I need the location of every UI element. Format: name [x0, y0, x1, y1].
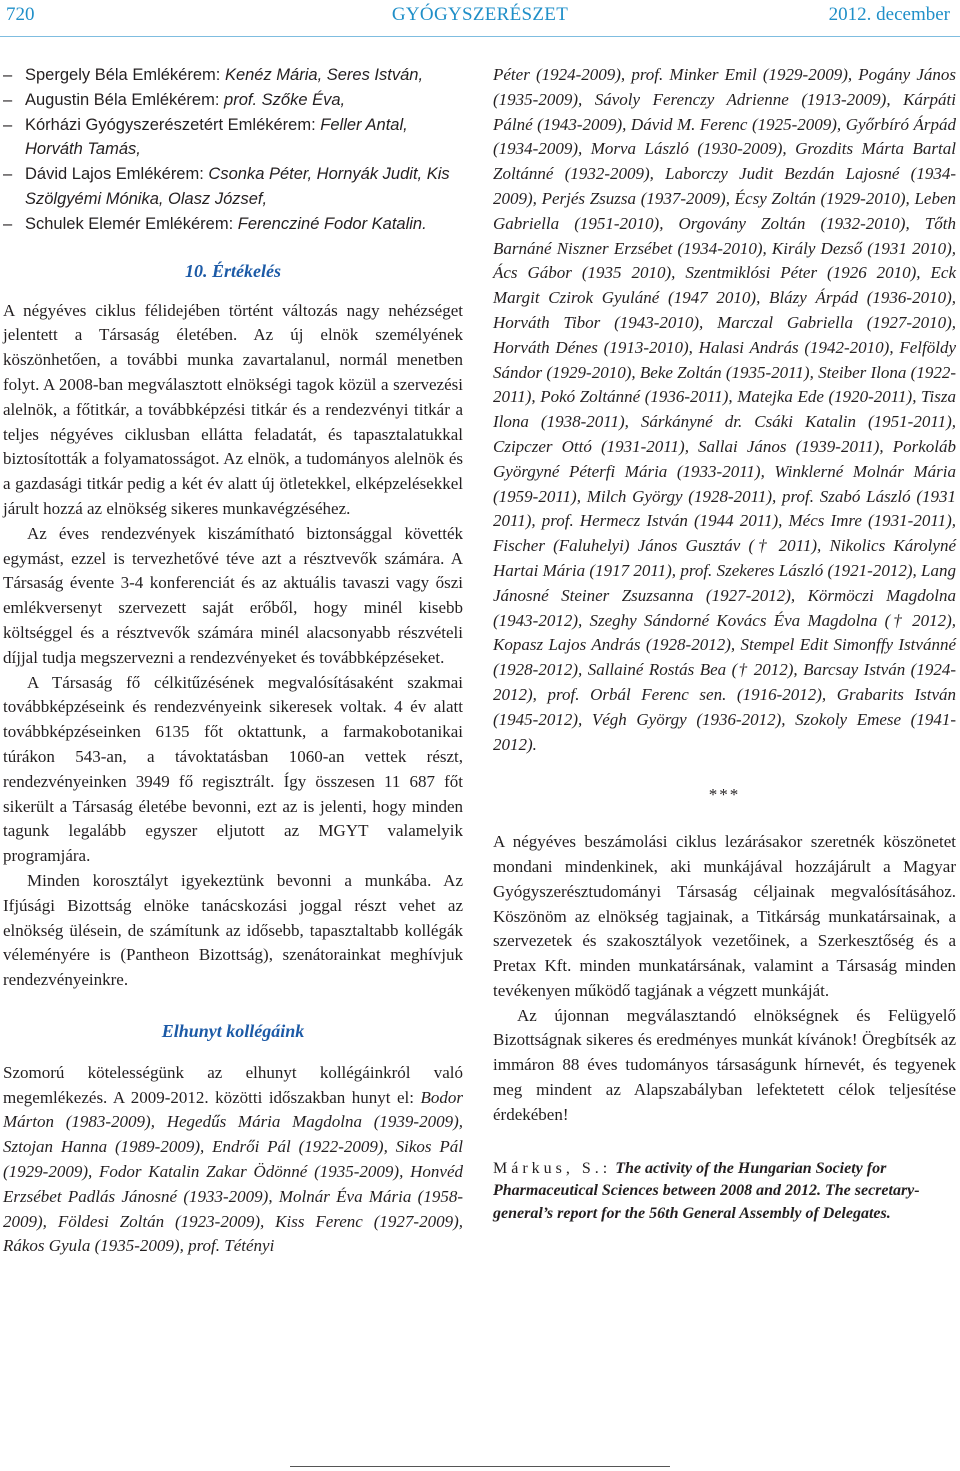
- award-item: – Spergely Béla Emlékérem: Kenéz Mária, Seres István,: [3, 63, 463, 88]
- left-column: [3, 63, 463, 1259]
- obituary-continued: Péter (1924-2009), prof. Minker Emil (1929-2009), Pogány János (1935-2009), Sávoly Ferenczy Adrienne (1913-2009), Kárpáti Pálné (1943-2009), Dávid M. Ferenc (1925-2009), Győrbíró Árpád (1934-2009), Morva László (1930-2009), Grozdits Márta Bartal Zoltánné (1932-2009), Laborczy Judit Bezdán Lajosné (1934-2009), Perjés Zsuzsa (1937-2009), Écsy Zoltán (1929-2010), Leben Gabriella (1951-2010), Orgovány Zoltán (1932-2010), Tőth Barnáné Niszner Erzsébet (1934-2010), Király Dezső (1931 2010), Ács Gábor (1935 2010), Szentmiklósi Péter (1926 2010), Eck Margit Czirok Gyuláné (1947 2010), Blázy Árpád (1936-2010), Horváth Tibor (1943-2010), Marczal Gabriella (1927-2010), Horváth Dénes (1913-2010), Halasi András (1942-2010), Felföldy Sándor (1929-2010), Beke Zoltán (1935-2011), Steiber Ilona (1922-2011), Pokó Zoltánné (1936-2011), Matejka Ede (1920-2011), Tisza Ilona (1938-2011), Sárkányné dr. Csáki Katalin (1951-2011), Czipczer Ottó (1931-2011), Sallai János (1939-2011), Porkoláb Györgyné Péterfi Mária (1933-2011), Winklerné Molnár Mária (1959-2011), Milch György (1928-2011), prof. Szabó László (1931 2011), prof. Hermecz István (1944 2011), Mécs Imre (1931-2011), Fischer (Faluhelyi) János Gusztáv († 2011), Nikolics Károlyné Hartai Mária (1917 2011), prof. Szekeres László (1921-2012), Lang Jánosné Steiner Zsuzsanna (1927-2012), Körmöczi Magdolna (1943-2012), Szeghy Sándorné Kovács Éva Magdolna († 2012), Kopasz Lajos András (1928-2012), Stempel Edit Simonffy Istvánné (1928-2012), Sallainé Rostás Bea († 2012), Barcsay István (1924-2012), prof. Orbál Ferenc sen. (1916-2012), Grabarits István (1945-2012), Végh György (1936-2012), Szokoly Emese (1941-2012).: [493, 65, 956, 754]
- section-separator: ***: [708, 785, 741, 805]
- page-number: 720: [6, 4, 35, 25]
- closing-paragraph: A négyéves beszámolási ciklus lezárásakor szeretnék köszönetet mondani mindenkinek, aki munkájával hozzájárult a Magyar Gyógyszerésztudományi Társaság céljainak megvalósításához. Köszönöm az elnökség tagjainak, a Titkárság munkatársainak, a szervezetek és szakosztályok vezetőinek, a Szerkesztőség és a Pretax Kft. minden munkatársának, valamint a Társaság minden tevékenyen működő tagjának a végzett munkáját.: [493, 832, 956, 1000]
- closing-paragraph: Az újonnan megválasztandó elnökségnek és Felügyelő Bizottságnak sikeres és eredményes munkát kívánok! Öregbítsék az immáron 88 éves tudományos társaságunk hírnevét, és tegyenek meg mindent az Alapszabályban lefektetett célok teljesítése érdekében!: [493, 1005, 956, 1124]
- page-header: [0, 0, 960, 36]
- english-summary: [493, 1158, 956, 1226]
- section-heading-evaluation: 10. Értékelés: [185, 260, 281, 281]
- paragraph: Minden korosztályt igyekeztünk bevonni a munkába. Az Ifjúsági Bizottság elnöke tanácskozási joggal részt vehet az elnökség ülésein, de számítunk az idősebb, tapasztaltabb kollégák véleményére is (Pantheon Bizottság), szenátorainkat meghívjuk rendezvényeinkre.: [3, 870, 463, 990]
- journal-title: GYÓGYSZERÉSZET: [391, 4, 569, 25]
- header-rule: [0, 36, 960, 37]
- award-item: – Augustin Béla Emlékérem: prof. Szőke Éva,: [3, 88, 463, 113]
- paragraph: A Társaság fő célkitűzésének megvalósításaként szakmai továbbképzéseink és rendezvényeink sikeresek voltak. 4 év alatt továbbképzéseinken 6135 főt oktattunk, a farmakobotanikai túrákon 543-an, a távoktatásban 1060-an vettek részt, rendezvényeinken 3949 fő regisztrált. Így összesen 11 687 főt sikerült a Társaság életébe bevonni, ezt az is jelenti, hogy minden tagunk legalább egyszer eljutott az MGYT valamelyik programjára.: [3, 672, 463, 866]
- footer-rule: [290, 1466, 670, 1467]
- issue-date: 2012. december: [828, 4, 950, 25]
- award-item: – Kórházi Gyógyszerészetért Emlékérem: Feller Antal, Horváth Tamás,: [3, 113, 463, 163]
- award-item: – Schulek Elemér Emlékérem: Ferencziné Fodor Katalin.: [3, 212, 463, 237]
- right-column: [493, 63, 956, 1226]
- award-list: [3, 63, 463, 237]
- obituary-paragraph: Szomorú kötelességünk az elhunyt kollégáinkról való megemlékezés. A 2009-2012. közötti időszakban hunyt el: Bodor Márton (1983-2009), Hegedűs Mária Magdolna (1939-2009), Sztojan Hanna (1989-2009), Endrői Pál (1922-2009), Sikos Pál (1929-2009), Fodor Katalin Zakar Ödönné (1935-2009), Honvéd Erzsébet Padlás Jánosné (1933-2009), Molnár Éva Mária (1958-2009), Földesi Zoltán (1923-2009), Kiss Ferenc (1927-2009), Rákos Gyula (1935-2009), prof. Tétényi: [3, 1062, 463, 1256]
- section-heading-obituary: Elhunyt kollégáink: [161, 1020, 305, 1041]
- paragraph: A négyéves ciklus félidejében történt változás nagy nehézséget jelentett a Társaság életében. Az új elnök személyének köszönhetően, a további munka zavartalanul, normál menetben folyt. A 2008-ban megválasztott elnökségi tagok közül a szervezési alelnök, a főtitkár, a továbbképzési titkár és a rendezvényi titkár a teljes négyéves ciklusban ellátta feladatát, és tapasztalatukkal biztosították a folyamatosságot. Az elnök, a tudományos alelnök és a gazdasági titkár pedig a két év alatt új ötletekkel, elképzelésekkel járult hozzá az elnökség sikeres munkavégzéséhez.: [3, 300, 463, 518]
- award-item: – Dávid Lajos Emlékérem: Csonka Péter, Hornyák Judit, Kis Szölgyémi Mónika, Olasz József,: [3, 162, 463, 212]
- summary-title: The activity of the Hungarian Society for Pharmaceutical Sciences between 2008 and 2012. The secretary-general’s report for the 56th General Assembly of Delegates.: [493, 1159, 920, 1223]
- paragraph: Az éves rendezvények kiszámítható biztonsággal követték egymást, ezzel is tervezhetővé téve azt a résztvevők számára. A Társaság évente 3-4 konferenciát és az aktuális tavaszi vagy őszi emlékversenyt szervezett saját erőből, hogy minél kisebb költséggel és a résztvevők számára minél alacsonyabb részvételi díjjal tudja megszervezni a rendezvényeket és továbbképzéseket.: [3, 523, 463, 667]
- summary-author: Márkus, S.:: [493, 1159, 612, 1177]
